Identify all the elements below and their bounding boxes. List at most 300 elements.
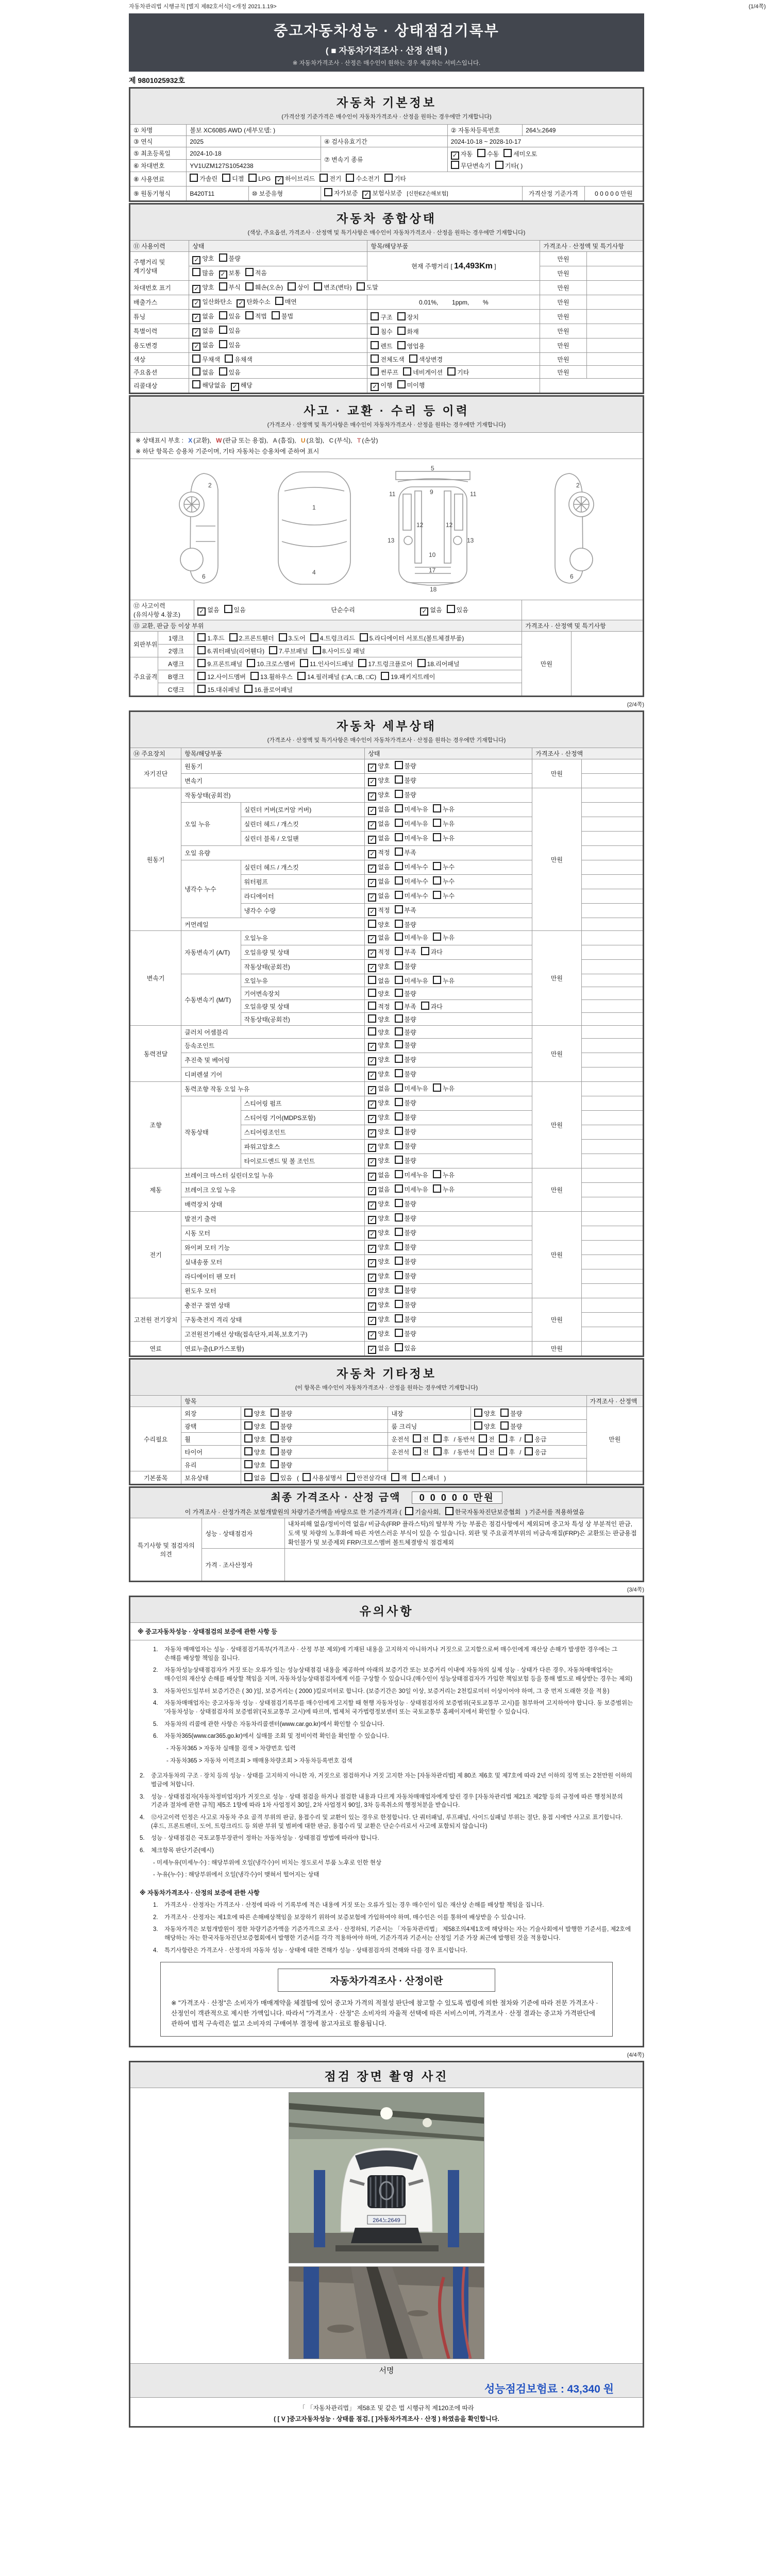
checkbox[interactable]: ✓ 양호 (368, 1055, 390, 1065)
checkbox[interactable]: 불량 (395, 1040, 416, 1049)
check-group-text: / (519, 1436, 522, 1443)
checkbox[interactable]: 불량 (395, 1055, 416, 1064)
checkbox[interactable]: 있음 (271, 1473, 292, 1482)
checkbox[interactable]: 불량 (395, 1027, 416, 1037)
checkbox[interactable]: ✓ 탄화수소 (237, 297, 270, 308)
checkbox[interactable]: ✓ 없음 (368, 805, 390, 815)
checkbox[interactable]: 있음 (219, 340, 241, 349)
checkbox[interactable]: 무단변속기 (451, 161, 491, 170)
checkbox[interactable]: 양호 (244, 1409, 266, 1418)
checkbox[interactable]: 불량 (395, 1285, 416, 1295)
checkbox[interactable]: ✓ 양호 (368, 1199, 390, 1210)
check-group-text: ) (444, 1475, 446, 1482)
item-checks (365, 1168, 532, 1183)
checkbox[interactable]: 불량 (395, 920, 416, 929)
inspection-photo-front (289, 2092, 484, 2263)
checkbox[interactable]: ✓ 없음 (368, 819, 390, 829)
checkbox[interactable]: 구조 (371, 312, 392, 321)
subgroup-at: 자동변속기 (A/T) (181, 931, 241, 974)
item-checks (365, 1067, 532, 1082)
svg-text:2: 2 (208, 482, 212, 489)
notice-title: 유의사항 (359, 1604, 414, 1618)
checkbox[interactable]: 불량 (395, 1213, 416, 1223)
checkbox[interactable]: ✓ 보통 (219, 268, 241, 279)
checkbox[interactable]: 렌트 (371, 341, 392, 350)
item-checks (365, 987, 532, 1000)
item-checks (365, 1298, 532, 1313)
item-label: 커먼레일 (181, 918, 365, 931)
checkbox[interactable]: 적법 (245, 311, 267, 320)
checkbox[interactable]: 자가보증 (324, 188, 358, 197)
checkbox[interactable]: 변조(변타) (314, 282, 351, 292)
checkbox[interactable]: ✓ 없음 (368, 834, 390, 844)
svg-text:13: 13 (467, 537, 474, 544)
checkbox[interactable]: ✓ 양호 (368, 1329, 390, 1340)
checkbox[interactable]: 미세누유 (395, 833, 428, 842)
item-label: 유리 (181, 1459, 241, 1471)
checkbox[interactable]: 9.프론트패널 (197, 659, 242, 668)
checkbox[interactable]: 부족 (395, 848, 416, 857)
price-cell: 만원 (540, 324, 586, 338)
checkbox[interactable]: 불량 (271, 1409, 292, 1418)
checkbox[interactable]: ✓ 양호 (368, 1041, 390, 1051)
checkbox[interactable]: 누유 (433, 1184, 455, 1194)
checkbox[interactable]: ✓ 하이브리드 (275, 174, 315, 184)
checkbox[interactable]: ✓ 양호 (368, 1257, 390, 1267)
checkbox[interactable]: 누유 (433, 833, 455, 842)
group-engine: 원동기 (130, 788, 181, 931)
checkbox[interactable]: 5.라디에이터 서포트(볼트체결부품) (360, 633, 464, 642)
checkbox[interactable]: 불량 (271, 1421, 292, 1431)
group-basic-items: 기본품목 (130, 1471, 181, 1485)
checkbox[interactable]: 훼손(오손) (245, 282, 283, 292)
checkbox[interactable]: 기술사회, (405, 1507, 441, 1516)
checkbox[interactable]: ✓ 양호 (368, 776, 390, 786)
checkbox[interactable]: 불량 (271, 1434, 292, 1444)
checkbox[interactable]: 6.쿼터패널(리어휀다) (197, 646, 264, 655)
checkbox[interactable]: 불량 (395, 1098, 416, 1107)
checkbox[interactable]: 불량 (395, 775, 416, 785)
checkbox[interactable]: 불량 (395, 1127, 416, 1136)
checkbox[interactable]: 10.크로스멤버 (247, 659, 295, 668)
item-label: 라디에이터 팬 모터 (181, 1269, 365, 1284)
car-name-label: ① 차명 (130, 125, 187, 136)
mileage-value: 14,493Km (454, 261, 493, 270)
engine-type-value: B420T11 (187, 187, 248, 201)
checkbox[interactable]: 18.리어패널 (417, 659, 460, 668)
checkbox[interactable]: 19.패키지트레이 (381, 672, 435, 681)
checkbox[interactable]: 전 (413, 1434, 429, 1444)
checkbox[interactable]: 불량 (395, 1014, 416, 1024)
checkbox[interactable]: ✓ 양호 (368, 1142, 390, 1152)
checkbox[interactable]: 디젤 (222, 174, 244, 183)
checkbox[interactable]: 미세누유 (395, 819, 428, 828)
checkbox[interactable]: 누유 (433, 1083, 455, 1093)
checkbox[interactable]: 과다 (421, 947, 443, 956)
checkbox[interactable]: 미세누유 (395, 976, 428, 985)
checkbox[interactable]: 7.루브패널 (269, 646, 308, 655)
signature-section (130, 2364, 644, 2398)
tire-position-checks (388, 1446, 586, 1459)
checkbox[interactable]: 불량 (395, 1069, 416, 1078)
rank2-label: 2랭크 (158, 645, 194, 657)
checkbox[interactable]: 유채색 (225, 354, 253, 364)
checkbox[interactable]: 누수 (433, 862, 455, 871)
checkbox[interactable]: 미세누유 (395, 933, 428, 942)
checkbox[interactable]: 부족 (395, 905, 416, 914)
notice-subheader: ※ 중고자동차성능 · 상태점검의 보증에 관한 사항 등 (130, 1623, 644, 1640)
etc-title: 자동차 기타정보 (337, 1367, 436, 1380)
checkbox[interactable]: 16.플로어패널 (244, 685, 293, 694)
checkbox[interactable]: 매연 (275, 297, 297, 306)
page-subtitle: ( ■ 자동차가격조사 · 산정 선택 ) (325, 46, 448, 56)
item-checks (365, 875, 532, 889)
checkbox[interactable]: 후 (499, 1447, 515, 1456)
checkbox[interactable]: 미이행 (397, 380, 425, 389)
checkbox[interactable]: 침수 (371, 327, 392, 336)
checkbox[interactable]: ✓ 양호 (368, 1214, 390, 1224)
checkbox[interactable]: ✓ 적정 (368, 848, 390, 858)
checkbox[interactable]: 장치 (397, 312, 419, 321)
reg-no-label: ② 자동차등록번호 (447, 125, 522, 136)
checkbox[interactable]: 양호 (244, 1447, 266, 1456)
checkbox[interactable]: 누유 (433, 1170, 455, 1179)
checkbox[interactable]: 한국자동차진단보증협회 (445, 1507, 521, 1516)
item-label: 실린더 블록 / 오일팬 (241, 832, 365, 846)
detail-header-item: 항목/해당부품 (181, 748, 365, 759)
checkbox[interactable]: 양호 (368, 1027, 390, 1037)
checkbox[interactable]: ✓ 양호 (368, 1127, 390, 1138)
checkbox[interactable]: 4.트렁크리드 (310, 633, 355, 642)
warranty-type-checks (321, 187, 523, 201)
checkbox[interactable]: 있음 (219, 311, 241, 320)
checkbox[interactable]: 부식 (219, 282, 241, 292)
checkbox[interactable]: 가솔린 (190, 174, 217, 183)
price-cell: 만원 (540, 266, 586, 281)
checkbox[interactable]: ✓ 양호 (368, 761, 390, 772)
checkbox[interactable]: 불량 (395, 1141, 416, 1150)
checkbox[interactable]: 수동 (477, 149, 499, 158)
color-label: 색상 (130, 353, 189, 366)
checkbox[interactable]: 도말 (357, 282, 378, 292)
subgroup-steer-state: 작동상태 (181, 1096, 241, 1168)
checkbox[interactable]: 후 (433, 1447, 449, 1456)
item-label: 연료누출(LP가스포함) (181, 1342, 365, 1357)
checkbox[interactable]: ✓ 양호 (192, 283, 214, 293)
checkbox[interactable]: 전기 (320, 174, 341, 183)
checkbox[interactable]: ✓ 없음 (192, 341, 214, 351)
checkbox[interactable]: 무채색 (192, 354, 220, 364)
checkbox[interactable]: 불량 (395, 1112, 416, 1122)
mileage-row-label: 주행거리 및 계기상태 (130, 252, 189, 281)
checkbox[interactable]: ✓ 없음 (368, 933, 390, 943)
year-value: 2025 (187, 136, 321, 147)
item-checks (365, 1284, 532, 1298)
checkbox[interactable]: 누유 (433, 819, 455, 828)
checkbox[interactable]: 안전삼각대 (347, 1473, 386, 1482)
item-label: 내장 (388, 1407, 470, 1420)
checkbox[interactable]: ✓ 양호 (368, 962, 390, 972)
checkbox[interactable]: 기타( ) (495, 161, 523, 170)
checkbox[interactable]: 불량 (271, 1460, 292, 1469)
checkbox[interactable]: ✓ 이행 (371, 381, 392, 391)
checkbox[interactable]: 불량 (395, 1314, 416, 1324)
item-checks (365, 931, 532, 945)
checkbox[interactable]: 기타 (384, 174, 406, 183)
checkbox[interactable]: 불량 (395, 1156, 416, 1165)
checkbox[interactable]: 불량 (395, 989, 416, 998)
checkbox[interactable]: ✓ 없음 (368, 877, 390, 887)
checkbox[interactable]: 17.트렁크플로어 (358, 659, 412, 668)
checkbox[interactable]: ✓ 없음 (368, 862, 390, 873)
checkbox[interactable]: 전 (479, 1447, 495, 1456)
item-label: 배력장치 상태 (181, 1197, 365, 1212)
checkbox[interactable]: 사용설명서 (303, 1473, 342, 1482)
checkbox[interactable]: ✓ 보험사보증 (362, 189, 402, 199)
checkbox[interactable]: 적정 (368, 1002, 390, 1011)
checkbox[interactable]: 양호 (244, 1460, 266, 1469)
item-label: 오일누유 (241, 974, 365, 987)
checkbox[interactable]: 양호 (368, 989, 390, 998)
basic-info-table (129, 87, 644, 202)
item-checks (365, 1026, 532, 1039)
checkbox[interactable]: ✓ 적정 (368, 947, 390, 958)
checkbox[interactable]: 전 (413, 1447, 429, 1456)
checkbox[interactable]: 누수 (433, 891, 455, 900)
checkbox[interactable]: ✓ 없음 (197, 605, 219, 616)
checkbox[interactable]: 3.도어 (279, 633, 306, 642)
transmission-type-checks (447, 147, 643, 172)
checkbox[interactable]: 없음 (368, 976, 390, 985)
checkbox[interactable]: 불량 (395, 1199, 416, 1208)
checkbox[interactable]: 양호 (244, 1421, 266, 1431)
checkbox[interactable]: ✓ 해당 (231, 381, 253, 391)
checkbox[interactable]: 불량 (395, 961, 416, 971)
group-repair-needed: 수리필요 (130, 1407, 181, 1471)
checkbox[interactable]: 과다 (421, 1002, 443, 1011)
checkbox[interactable]: ✓ 양호 (368, 1113, 390, 1123)
checkbox[interactable]: 양호 (474, 1409, 496, 1418)
checkbox[interactable]: ✓ 양호 (368, 1300, 390, 1311)
item-checks (365, 1082, 532, 1096)
checkbox[interactable]: ✓ 양호 (368, 790, 390, 801)
checkbox[interactable]: 미세누유 (395, 1083, 428, 1093)
checkbox[interactable]: 누유 (433, 804, 455, 814)
checkbox[interactable]: ✓ 양호 (368, 1272, 390, 1282)
item-checks (365, 1154, 532, 1168)
checkbox[interactable]: 썬루프 (371, 367, 398, 377)
checkbox[interactable]: 불량 (395, 1257, 416, 1266)
appraiser-label: 가격 · 조사산정자 (202, 1549, 284, 1582)
checkbox[interactable]: 있음 (447, 605, 468, 614)
item-label: 실내송풍 모터 (181, 1255, 365, 1269)
checkbox[interactable]: 누유 (433, 933, 455, 942)
checkbox[interactable]: 불량 (395, 790, 416, 799)
checkbox[interactable]: 있음 (219, 326, 241, 335)
item-label: 휠 (181, 1433, 241, 1446)
checkbox[interactable]: ✓ 양호 (192, 254, 214, 264)
checkbox[interactable]: ✓ 양호 (368, 1286, 390, 1296)
svg-text:10: 10 (429, 551, 436, 558)
photo-title: 점검 장면 촬영 사진 (324, 2070, 449, 2083)
price-cell: 만원 (540, 353, 586, 366)
checkbox[interactable]: 양호 (244, 1434, 266, 1444)
item-checks (365, 1342, 532, 1357)
checkbox[interactable]: 있음 (219, 367, 241, 377)
color-item-checks (367, 353, 540, 366)
checkbox[interactable]: 2.프론트휀더 (229, 633, 274, 642)
checkbox[interactable]: 있음 (395, 1343, 416, 1352)
item-checks (365, 774, 532, 788)
car-diagram-svg (155, 464, 618, 593)
checkbox[interactable]: ✓ 없음 (368, 1084, 390, 1094)
main-frame-label: 주요골격 (130, 657, 158, 697)
checkbox[interactable]: ✓ 자동 (451, 149, 473, 160)
price-cell: 만원 (532, 759, 581, 788)
price-cell: 만원 (532, 1026, 581, 1082)
checkbox[interactable]: ✓ 양호 (368, 1098, 390, 1109)
signature-label: 서명 (379, 2366, 394, 2376)
checkbox[interactable]: 응급 (525, 1447, 546, 1456)
checkbox[interactable]: 11.인사이드패널 (300, 659, 354, 668)
checkbox[interactable]: 미세누유 (395, 804, 428, 814)
checkbox[interactable]: 기타 (447, 367, 469, 377)
checkbox[interactable]: 불량 (500, 1409, 522, 1418)
checkbox[interactable]: 있음 (224, 605, 246, 614)
item-label: 작동상태(공회전) (241, 1013, 365, 1026)
item-label: 작동상태(공회전) (241, 960, 365, 974)
checkbox[interactable]: 후 (433, 1434, 449, 1444)
checkbox[interactable]: 후 (499, 1434, 515, 1444)
tuning-label: 튜닝 (130, 310, 189, 324)
checkbox[interactable]: ✓ 양호 (368, 1228, 390, 1239)
checkbox[interactable]: ✓ 없음 (192, 326, 214, 336)
checkbox[interactable]: 부족 (395, 947, 416, 956)
item-label: 등속조인트 (181, 1039, 365, 1053)
checkbox[interactable]: 응급 (525, 1434, 546, 1444)
item-checks (365, 817, 532, 832)
wheel-position-checks (388, 1433, 586, 1446)
item-label: 충전구 절연 상태 (181, 1298, 365, 1313)
checkbox[interactable]: ✓ 없음 (192, 312, 214, 322)
checkbox[interactable]: 화재 (397, 327, 419, 336)
checkbox[interactable]: ✓ 없음 (420, 605, 442, 616)
checkbox[interactable]: 불량 (271, 1447, 292, 1456)
checkbox[interactable]: 불량 (395, 1329, 416, 1338)
etc-header-price: 가격조사 · 산정액 (586, 1396, 643, 1407)
checkbox[interactable]: 불량 (395, 761, 416, 770)
checkbox[interactable]: 네비게이션 (403, 367, 443, 377)
page-marker-4: (4/4쪽) (627, 2052, 644, 2059)
svg-text:12: 12 (416, 521, 424, 529)
checkbox[interactable]: ✓ 없음 (368, 891, 390, 902)
checkbox[interactable]: 미세누수 (395, 862, 428, 871)
checkbox[interactable]: 8.사이드실 패널 (313, 646, 365, 655)
checkbox[interactable]: ✓ 양호 (368, 1315, 390, 1325)
checkbox[interactable]: 양호 (474, 1421, 496, 1431)
checkbox[interactable]: 해당없음 (192, 380, 226, 389)
checkbox[interactable]: 14.필러패널 (□A, □B, □C) (297, 672, 376, 681)
car-name-value: 볼보 XC60B5 AWD (세부모델: ) (187, 125, 447, 136)
svg-text:11: 11 (470, 490, 477, 498)
checkbox[interactable]: 많음 (192, 268, 214, 277)
checkbox[interactable]: 영업용 (397, 341, 425, 350)
checkbox[interactable]: 세미오토 (503, 149, 537, 158)
checkbox[interactable]: 없음 (192, 367, 214, 377)
checkbox[interactable]: 1.후드 (197, 633, 224, 642)
checkbox[interactable]: 불법 (272, 311, 293, 320)
checkbox[interactable]: 누수 (433, 876, 455, 886)
checkbox[interactable]: 상이 (288, 282, 309, 292)
checkbox[interactable]: 없음 (244, 1473, 266, 1482)
item-label: 기어변속장치 (241, 987, 365, 1000)
inspection-period-label: ④ 검사유효기간 (321, 136, 448, 147)
checkbox[interactable]: ✓ 없음 (368, 1171, 390, 1181)
checkbox[interactable]: 불량 (395, 1242, 416, 1251)
checkbox[interactable]: 미세누유 (395, 1184, 428, 1194)
detail-header-price: 가격조사 · 산정액 (532, 748, 644, 759)
checkbox[interactable]: 잭 (391, 1473, 407, 1482)
checkbox[interactable]: 스패너 (412, 1473, 440, 1482)
checkbox[interactable]: 불량 (395, 1228, 416, 1237)
checkbox[interactable]: 미세누유 (395, 1170, 428, 1179)
checkbox[interactable]: 양호 (368, 1014, 390, 1024)
first-reg-label: ⑤ 최초등록일 (130, 147, 187, 160)
checkbox[interactable]: 색상변경 (409, 354, 443, 364)
price-cell: 만원 (540, 366, 586, 379)
item-checks (365, 1111, 532, 1125)
checkbox[interactable]: 미세누수 (395, 876, 428, 886)
photo-table (129, 2061, 644, 2428)
checkbox[interactable]: LPG (248, 174, 271, 182)
checkbox[interactable]: ✓ 양호 (368, 1243, 390, 1253)
checkbox[interactable]: 불량 (395, 1300, 416, 1309)
item-label: 실린더 커버(로커암 커버) (241, 803, 365, 817)
inspection-photo-floor (289, 2266, 484, 2359)
checkbox[interactable]: 불량 (395, 1271, 416, 1280)
checkbox[interactable]: 전체도색 (371, 354, 404, 364)
checkbox[interactable]: 불량 (500, 1421, 522, 1431)
checkbox[interactable]: 부족 (395, 1002, 416, 1011)
checkbox[interactable]: ✓ 없음 (368, 1344, 390, 1354)
svg-text:264노2649: 264노2649 (373, 2217, 400, 2224)
checkbox[interactable]: 양호 (368, 920, 390, 929)
checkbox[interactable]: 누유 (433, 976, 455, 985)
checkbox[interactable]: ✓ 양호 (368, 1156, 390, 1166)
basic-info-title: 자동차 기본정보 (337, 96, 436, 109)
checkbox[interactable]: 미세누수 (395, 891, 428, 900)
item-label: 파워고압호스 (241, 1140, 365, 1154)
checkbox[interactable]: 적음 (245, 268, 267, 277)
item-checks (365, 846, 532, 860)
main-option-item-checks (367, 366, 540, 379)
item-checks (365, 1313, 532, 1327)
item-checks (365, 889, 532, 904)
checkbox[interactable]: ✓ 양호 (368, 1070, 390, 1080)
group-brake: 제동 (130, 1168, 181, 1212)
checkbox[interactable]: 12.사이드멤버 (197, 672, 246, 681)
vin-value: YV1UZM127S1054238 (187, 160, 321, 172)
checkbox[interactable]: ✓ 일산화탄소 (192, 297, 232, 308)
first-reg-value: 2024-10-18 (187, 147, 321, 160)
checkbox[interactable]: ✓ 적정 (368, 906, 390, 916)
checkbox[interactable]: ✓ 없음 (368, 1185, 390, 1195)
checkbox[interactable]: 13.휠하우스 (250, 672, 293, 681)
checkbox[interactable]: 수소전기 (346, 174, 379, 183)
checkbox[interactable]: 전 (479, 1434, 495, 1444)
checkbox[interactable]: 15.대쉬패널 (197, 685, 240, 694)
checkbox[interactable]: 불량 (219, 253, 241, 263)
